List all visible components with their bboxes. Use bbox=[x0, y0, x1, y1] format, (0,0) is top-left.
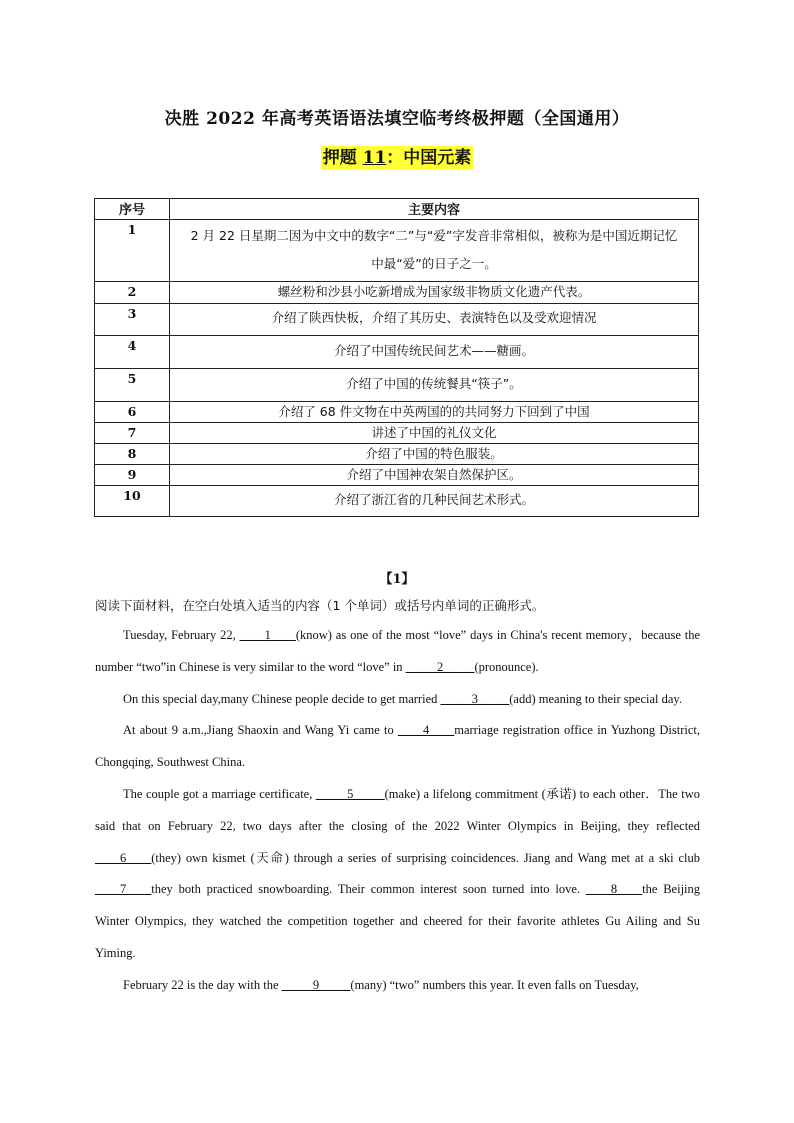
table-header-row bbox=[95, 199, 699, 220]
exercise-passage bbox=[95, 620, 700, 1002]
subtitle-wrapper bbox=[0, 146, 794, 170]
subtitle-number: 11 bbox=[362, 148, 387, 168]
row-content: 介绍了中国的传统餐具“筷子”。 bbox=[170, 369, 699, 402]
section-label: 【1】 bbox=[379, 572, 415, 587]
row-content: 介绍了中国神农架自然保护区。 bbox=[170, 465, 699, 486]
row-index: 7 bbox=[95, 423, 170, 444]
table-row bbox=[95, 304, 699, 336]
answer-blank-7[interactable]: ____7____ bbox=[95, 882, 152, 897]
document-subtitle bbox=[321, 146, 474, 170]
row-content: 介绍了 68 件文物在中英两国的的共同努力下回到了中国 bbox=[170, 402, 699, 423]
row-index: 8 bbox=[95, 444, 170, 465]
answer-blank-9[interactable]: _____9_____ bbox=[281, 977, 351, 992]
table-row bbox=[95, 444, 699, 465]
row-index: 6 bbox=[95, 402, 170, 423]
answer-blank-8[interactable]: ____8____ bbox=[585, 882, 643, 897]
table-row bbox=[95, 282, 699, 304]
row-content: 2 月 22 日星期二因为中文中的数字“二”与“爱”字发音非常相似，被称为是中国近期记忆中最“爱”的日子之一。 bbox=[170, 220, 699, 282]
table-row bbox=[95, 402, 699, 423]
answer-blank-1[interactable]: ____1____ bbox=[239, 628, 296, 642]
exercise-instruction: 阅读下面材料，在空白处填入适当的内容（1 个单词）或括号内单词的正确形式。 bbox=[95, 598, 545, 613]
table-row bbox=[95, 465, 699, 486]
column-header-content: 主要内容 bbox=[170, 199, 699, 220]
passage-paragraph: Tuesday, February 22, ____1____(know) as one of the most “love” days in China's recent memory，because the number “two”in Chinese is very similar to the word “love” in _____2_____(pronounce). bbox=[95, 628, 700, 674]
row-index: 9 bbox=[95, 465, 170, 486]
row-index: 3 bbox=[95, 304, 170, 336]
answer-blank-4[interactable]: ____4____ bbox=[397, 723, 455, 738]
column-header-index: 序号 bbox=[95, 199, 170, 220]
subtitle-suffix: ：中国元素 bbox=[386, 148, 472, 168]
row-content: 介绍了浙江省的几种民间艺术形式。 bbox=[170, 486, 699, 517]
row-index: 10 bbox=[95, 486, 170, 517]
row-content: 介绍了中国的特色服装。 bbox=[170, 444, 699, 465]
table-row bbox=[95, 336, 699, 369]
table-row bbox=[95, 369, 699, 402]
row-index: 2 bbox=[95, 282, 170, 304]
passage-paragraph: The couple got a marriage certificate, _____5_____(make) a lifelong commitment (承诺) to each other．The two said that on February 22, two days after the closing of the 2022 Winter Olympics in Beijing, they reflected ____6____(they) own kismet (天命) through a series of surprising coincidences. Jiang and Wang met at a ski club ____7____they both practiced snowboarding. Their common interest soon turned into love. ____8____the Beijing Winter Olympics, they watched the competition together and cheered for their favorite athletes Gu Ailing and Su Yiming. bbox=[95, 786, 701, 960]
passage-paragraph: On this special day,many Chinese people decide to get married _____3_____(add) meaning to their special day. bbox=[123, 691, 682, 706]
subtitle-prefix: 押题 bbox=[322, 148, 363, 168]
row-index: 4 bbox=[95, 336, 170, 369]
answer-blank-3[interactable]: _____3_____ bbox=[440, 691, 510, 706]
passage-paragraph: At about 9 a.m.,Jiang Shaoxin and Wang Yi came to ____4____marriage registration office in Yuzhong District, Chongqing, Southwest China. bbox=[95, 723, 700, 770]
row-index: 5 bbox=[95, 369, 170, 402]
row-content: 讲述了中国的礼仪文化 bbox=[170, 423, 699, 444]
row-content: 螺丝粉和沙县小吃新增成为国家级非物质文化遗产代表。 bbox=[170, 282, 699, 304]
summary-table bbox=[94, 198, 699, 517]
passage-paragraph: February 22 is the day with the _____9_____(many) “two” numbers this year. It even falls on Tuesday, bbox=[123, 977, 639, 992]
answer-blank-6[interactable]: ____6____ bbox=[95, 850, 152, 865]
row-content: 介绍了陕西快板，介绍了其历史、表演特色以及受欢迎情况 bbox=[170, 304, 699, 336]
table-row bbox=[95, 423, 699, 444]
document-title: 决胜 2022 年高考英语语法填空临考终极押题（全国通用） bbox=[164, 109, 630, 129]
row-index: 1 bbox=[95, 220, 170, 282]
answer-blank-5[interactable]: _____5_____ bbox=[315, 786, 385, 801]
table-row bbox=[95, 220, 699, 282]
table-row bbox=[95, 486, 699, 517]
answer-blank-2[interactable]: _____2_____ bbox=[405, 659, 475, 674]
row-content: 介绍了中国传统民间艺术——糖画。 bbox=[170, 336, 699, 369]
